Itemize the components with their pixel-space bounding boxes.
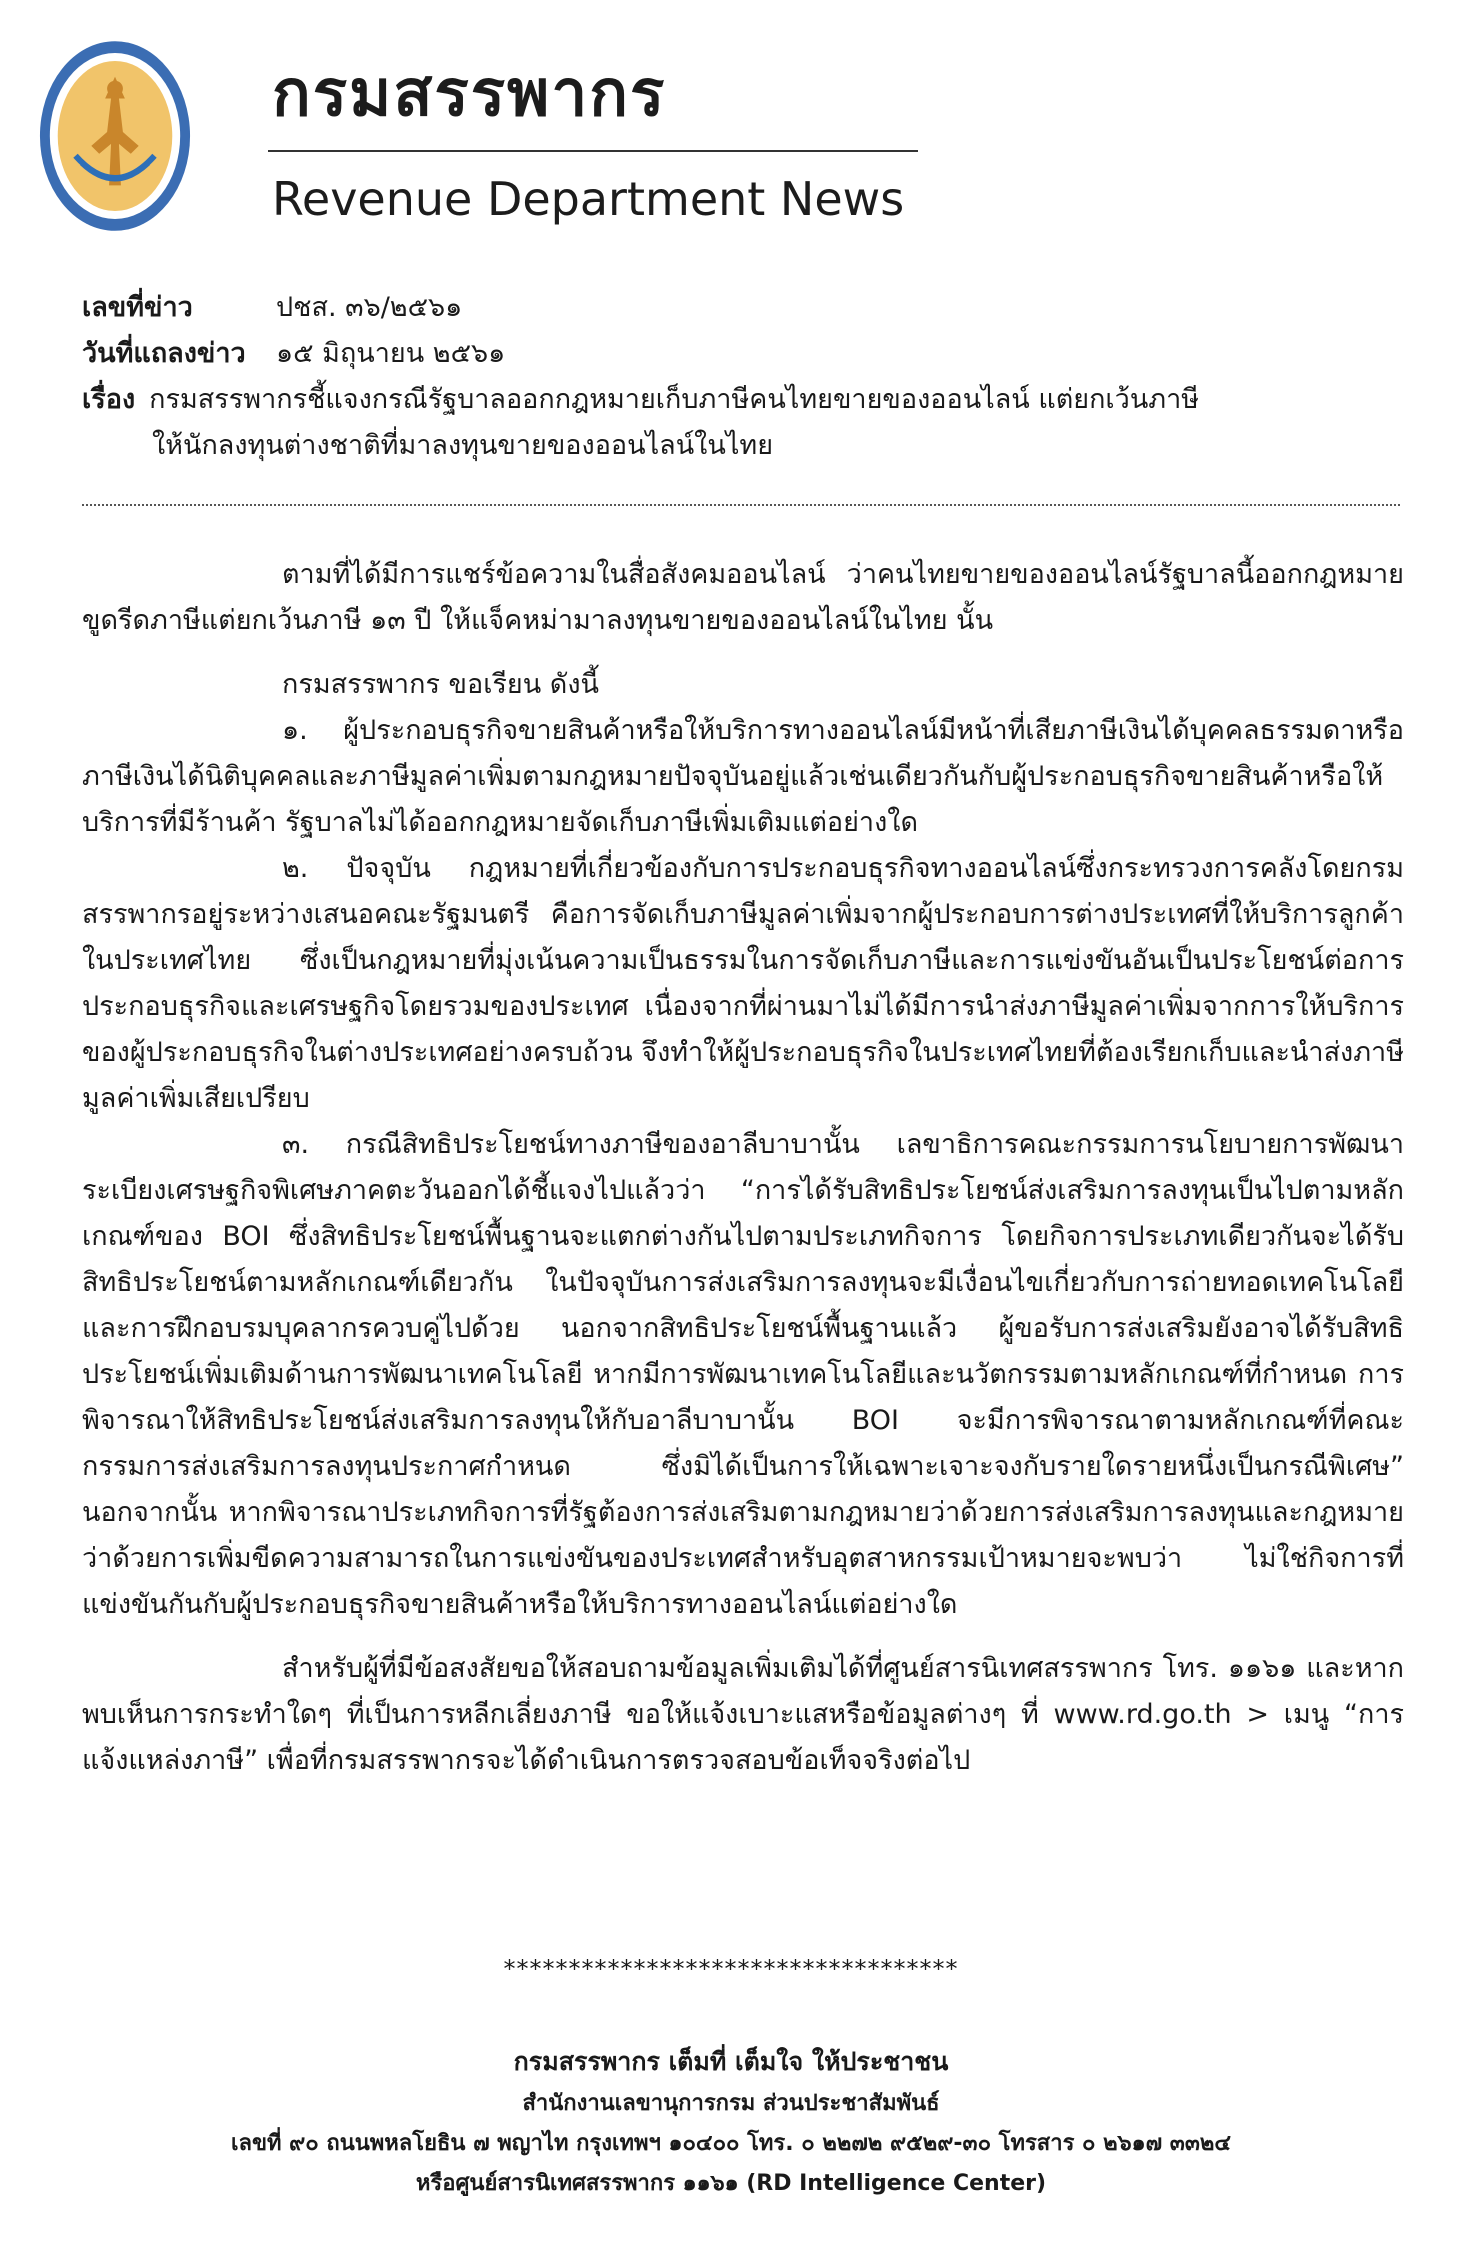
news-body — [82, 552, 1404, 1784]
release-date-label: วันที่แถลงข่าว — [82, 338, 246, 369]
point-3-paragraph: ๓. กรณีสิทธิประโยชน์ทางภาษีของอาลีบาบานั้น เลขาธิการคณะกรรมการนโยบายการพัฒนาระเบียงเศรษฐกิจพิเศษภาคตะวันออกได้ชี้แจงไปแล้วว่า “การได้รับสิทธิประโยชน์ส่งเสริมการลงทุนเป็นไปตามหลักเกณฑ์ของ BOI ซึ่งสิทธิประโยชน์พื้นฐานจะแตกต่างกันไปตามประเภทกิจการ โดยกิจการประเภทเดียวกันจะได้รับสิทธิประโยชน์ตามหลักเกณฑ์เดียวกัน ในปัจจุบันการส่งเสริมการลงทุนจะมีเงื่อนไขเกี่ยวกับการถ่ายทอดเทคโนโลยีและการฝึกอบรมบุคลากรควบคู่ไปด้วย นอกจากสิทธิประโยชน์พื้นฐานแล้ว ผู้ขอรับการส่งเสริมยังอาจได้รับสิทธิประโยชน์เพิ่มเติมด้านการพัฒนาเทคโนโลยี หากมีการพัฒนาเทคโนโลยีและนวัตกรรมตามหลักเกณฑ์ที่กำหนด การพิจารณาให้สิทธิประโยชน์ส่งเสริมการลงทุนให้กับอาลีบาบานั้น BOI จะมีการพิจารณาตามหลักเกณฑ์ที่คณะกรรมการส่งเสริมการลงทุนประกาศกำหนด ซึ่งมิได้เป็นการให้เฉพาะเจาะจงกับรายใดรายหนึ่งเป็นกรณีพิเศษ” นอกจากนั้น หากพิจารณาประเภทกิจการที่รัฐต้องการส่งเสริมตามกฎหมายว่าด้วยการส่งเสริมการลงทุนและกฎหมายว่าด้วยการเพิ่มขีดความสามารถในการแข่งขันของประเทศสำหรับอุตสาหกรรมเป้าหมายจะพบว่า ไม่ใช่กิจการที่แข่งขันกันกับผู้ประกอบธุรกิจขายสินค้าหรือให้บริการทางออนไลน์แต่อย่างใด — [82, 1129, 1404, 1620]
subject-row — [82, 377, 1402, 423]
intro-paragraph: ตามที่ได้มีการแชร์ข้อความในสื่อสังคมออนไลน์ ว่าคนไทยขายของออนไลน์รัฐบาลนี้ออกกฎหมายขูดรีดภาษีแต่ยกเว้นภาษี ๑๓ ปี ให้แจ็คหม่ามาลงทุนขายของออนไลน์ในไทย นั้น — [82, 559, 1404, 636]
dotted-divider — [82, 504, 1400, 506]
subject-label: เรื่อง — [82, 384, 136, 415]
footer-center: หรือศูนย์สารนิเทศสรรพากร ๑๑๖๑ (RD Intelligence Center) — [415, 2171, 1047, 2196]
point-1-paragraph: ๑. ผู้ประกอบธุรกิจขายสินค้าหรือให้บริการทางออนไลน์มีหน้าที่เสียภาษีเงินได้บุคคลธรรมดาหรือภาษีเงินได้นิติบุคคลและภาษีมูลค่าเพิ่มตามกฎหมายปัจจุบันอยู่แล้วเช่นเดียวกันกับผู้ประกอบธุรกิจขายสินค้าหรือให้บริการที่มีร้านค้า รัฐบาลไม่ได้ออกกฎหมายจัดเก็บภาษีเพิ่มเติมแต่อย่างใด — [82, 715, 1404, 838]
closing-paragraph: สำหรับผู้ที่มีข้อสงสัยขอให้สอบถามข้อมูลเพิ่มเติมได้ที่ศูนย์สารนิเทศสรรพากร โทร. ๑๑๖๑ และหากพบเห็นการกระทำใดๆ ที่เป็นการหลีกเลี่ยงภาษี ขอให้แจ้งเบาะแสหรือข้อมูลต่างๆ ที่ www.rd.go.th > เมนู “การแจ้งแหล่งภาษี” เพื่อที่กรมสรรพากรจะได้ดำเนินการตรวจสอบข้อเท็จจริงต่อไป — [82, 1653, 1404, 1776]
release-date: ๑๕ มิถุนายน ๒๕๖๑ — [276, 338, 506, 369]
news-number-label: เลขที่ข่าว — [82, 292, 193, 323]
brand-divider — [268, 150, 918, 152]
brand-title-thai: กรมสรรพากร — [272, 57, 667, 131]
subject-row-2 — [82, 423, 1402, 469]
footer-slogan: กรมสรรพากร เต็มที่ เต็มใจ ให้ประชาชน — [513, 2047, 949, 2076]
subject-line-2: ให้นักลงทุนต่างชาติที่มาลงทุนขายของออนไลน์ในไทย — [152, 430, 774, 461]
news-number: ปชส. ๓๖/๒๕๖๑ — [276, 292, 463, 323]
footer-address: เลขที่ ๙๐ ถนนพหลโยธิน ๗ พญาไท กรุงเทพฯ ๑๐๔๐๐ โทร. ๐ ๒๒๗๒ ๙๕๒๙-๓๐ โทรสาร ๐ ๒๖๑๗ ๓๓๒๔ — [230, 2131, 1232, 2156]
footer-office: สำนักงานเลขานุการกรม ส่วนประชาสัมพันธ์ — [522, 2091, 940, 2116]
revenue-department-seal-icon — [36, 36, 194, 236]
point-2-paragraph: ๒. ปัจจุบัน กฎหมายที่เกี่ยวข้องกับการประกอบธุรกิจทางออนไลน์ซึ่งกระทรวงการคลังโดยกรมสรรพากรอยู่ระหว่างเสนอคณะรัฐมนตรี คือการจัดเก็บภาษีมูลค่าเพิ่มจากผู้ประกอบการต่างประเทศที่ให้บริการลูกค้าในประเทศไทย ซึ่งเป็นกฎหมายที่มุ่งเน้นความเป็นธรรมในการจัดเก็บภาษีและการแข่งขันอันเป็นประโยชน์ต่อการประกอบธุรกิจและเศรษฐกิจโดยรวมของประเทศ เนื่องจากที่ผ่านมาไม่ได้มีการนำส่งภาษีมูลค่าเพิ่มจากการให้บริการของผู้ประกอบธุรกิจในต่างประเทศอย่างครบถ้วน จึงทำให้ผู้ประกอบธุรกิจในประเทศไทยที่ต้องเรียกเก็บและนำส่งภาษีมูลค่าเพิ่มเสียเปรียบ — [82, 853, 1404, 1114]
news-number-row — [82, 285, 1402, 331]
release-date-row — [82, 331, 1402, 377]
lead-paragraph: กรมสรรพากร ขอเรียน ดังนี้ — [282, 669, 599, 700]
subject-line-1: กรมสรรพากรชี้แจงกรณีรัฐบาลออกกฎหมายเก็บภาษีคนไทยขายของออนไลน์ แต่ยกเว้นภาษี — [149, 384, 1200, 415]
brand-title-english: Revenue Department News — [272, 172, 905, 226]
footer — [0, 2040, 1462, 2204]
star-separator: *********************************** — [503, 1955, 959, 1983]
news-meta — [82, 285, 1402, 469]
